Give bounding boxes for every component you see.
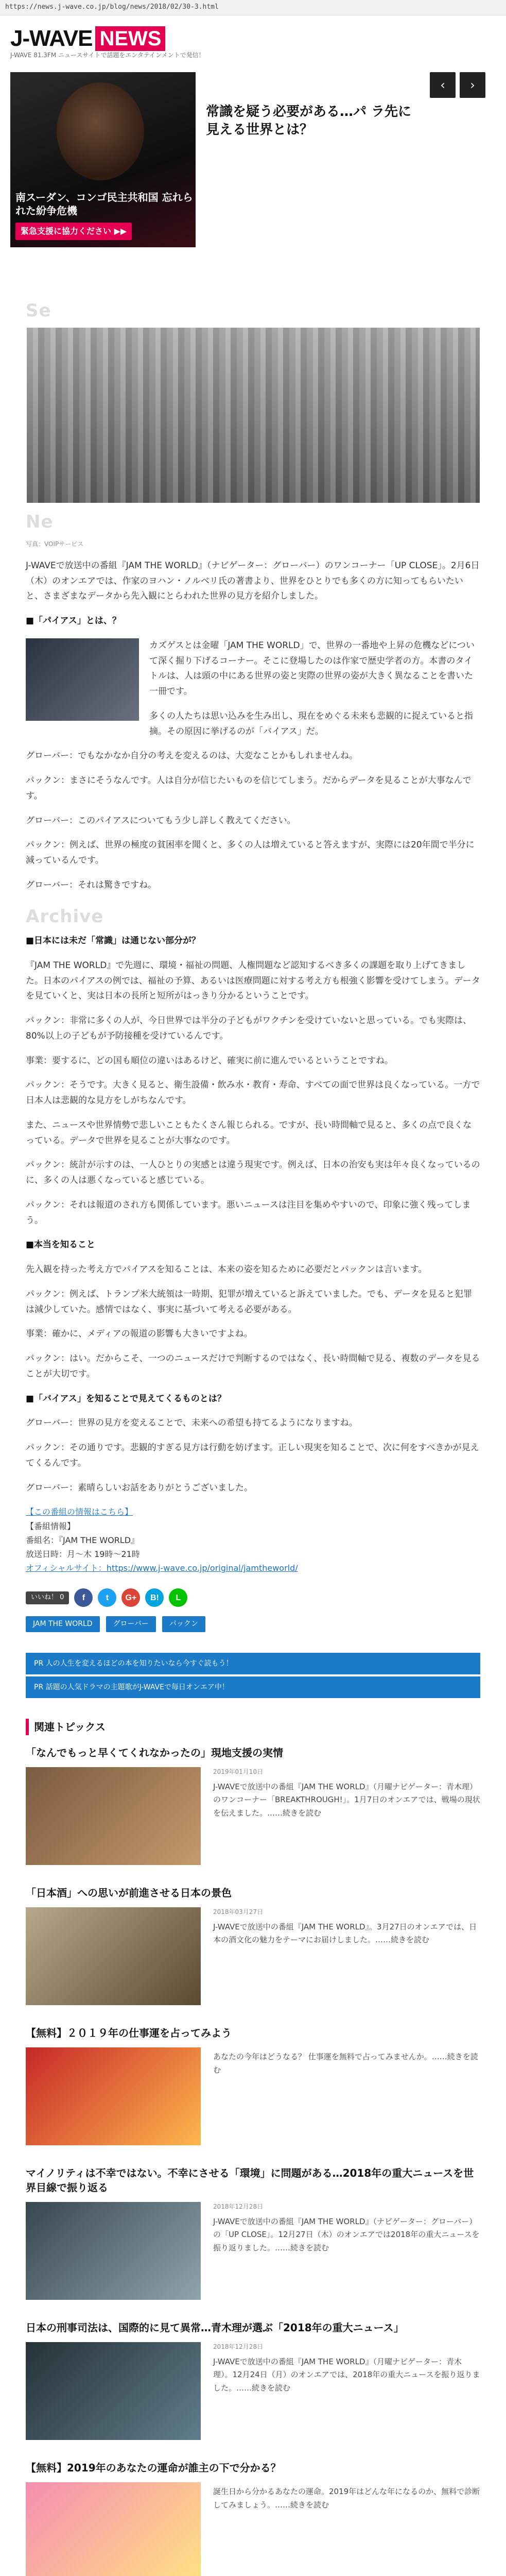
paragraph: パックン：そうです。大きく見ると、衛生設備・飲み水・教育・寿命、すべての面で世界は良くなっている。一方で日本人は悲観的な見方をしがちなんです。 xyxy=(26,1080,480,1106)
tag[interactable]: パックン xyxy=(162,1616,205,1632)
hero-ad-banner[interactable] xyxy=(10,72,196,247)
hero-title[interactable]: 常識を疑う必要がある…パ ラ先に見える世界とは？ xyxy=(206,104,412,138)
topic-image[interactable] xyxy=(26,2047,201,2145)
pr-bar[interactable]: PR 話題の人気ドラマの主題歌がJ-WAVEで毎日オンエア中！ xyxy=(26,1676,480,1698)
paragraph: また、ニュースや世界情勢で悲しいこともたくさん報じられる。ですが、長い時間軸で見ると、多くの点で良くなっている。データで世界を見ることが大事なのです。 xyxy=(26,1120,472,1146)
article-main-photo xyxy=(27,328,480,503)
program-link[interactable]: 【この番組の情報はこちら】 xyxy=(26,1507,133,1517)
hero-next-button[interactable]: › xyxy=(460,72,485,98)
topic-body: J-WAVEで放送中の番組『JAM THE WORLD』（月曜ナビゲーター：青木理）。12月24日（月）のオンエアでは、2018年の重大ニュースを振り返りました。……続きを読む xyxy=(213,2357,480,2393)
paragraph: 先入観を持った考え方でパイアスを知ることは、本来の姿を知るために必要だとパックンは言います。 xyxy=(26,1264,427,1275)
side-heading-search: Se xyxy=(26,300,51,321)
topic-image[interactable] xyxy=(26,1767,201,1865)
section-heading xyxy=(26,614,480,629)
paragraph: グローバー：世界の見方を変えることで、未来への希望も持てるようになりますね。 xyxy=(26,1418,358,1429)
paragraph: グローバー：それは驚きですね。 xyxy=(26,879,157,890)
url-text[interactable]: https://news.j-wave.co.jp/blog/news/2018/02/30-3.html xyxy=(5,3,219,11)
topic-title[interactable]: 日本の刑事司法は、国際的に見て異常…青木理が選ぶ「2018年の重大ニュース」 xyxy=(26,2321,404,2334)
article-inline-photo xyxy=(26,638,139,721)
hatena-icon[interactable]: B! xyxy=(145,1588,164,1607)
line-icon[interactable]: L xyxy=(169,1588,187,1607)
paragraph: パックン：統計が示すのは、一人ひとりの実感とは違う現実です。例えば、日本の治安も実は年々良くなっているのに、多くの人は悪くなっていると感じている。 xyxy=(26,1160,480,1186)
info-title: 【番組情報】 xyxy=(26,1521,76,1531)
paragraph: カズゲスとは金曜「JAM THE WORLD」で、世界の一番地や上昇の危機などについて深く掘り下げるコーナー。そこに登場したのは作家で歴史学者の方。本書のタイトルは、人は頭の中にある世界の姿と実際の世界の姿が大きく異なることを書いた一冊です。 xyxy=(149,640,475,697)
section-heading-text: ■「パイアス」とは、？ xyxy=(26,616,121,626)
topic-body: J-WAVEで放送中の番組『JAM THE WORLD』（ナビゲーター：グローバー）の「UP CLOSE」。12月27日（木）のオンエアでは2018年の重大ニュースを振り返りました。……続きを読む xyxy=(213,2216,480,2252)
ad-caption: 南スーダン、コンゴ民主共和国 忘れられた紛争危機 xyxy=(15,191,193,217)
paragraph: グローバー：このパイアスについてもう少し詳しく教えてください。 xyxy=(26,815,296,826)
paragraph: J-WAVEで放送中の番組『JAM THE WORLD』（ナビゲーター：グローバー）のワンコーナー「UP CLOSE」。2月6日（木）のオンエアでは、作家のヨハン・ノルベリ氏の著書より、世界をひとりでも多くの方に知ってもらいたいと、さまざまなデータから先入観にとらわれた世界の見方を紹介しました。 xyxy=(26,560,480,602)
logo-news: NEWS xyxy=(95,26,165,51)
topic-card[interactable] xyxy=(26,2166,480,2300)
pr-bar[interactable]: PR 人の人生を変えるほどの本を知りたいなら今すぐ読もう！ xyxy=(26,1653,480,1674)
side-heading-news: Ne xyxy=(26,512,54,533)
topic-title[interactable]: 【無料】2019年のあなたの運命が誰主の下で分かる？ xyxy=(26,2462,281,2475)
hero-prev-button[interactable]: ‹ xyxy=(430,72,456,98)
topic-image[interactable] xyxy=(26,2342,201,2440)
article xyxy=(0,297,506,2576)
like-button[interactable]: いいね！ 0 xyxy=(26,1591,69,1604)
site-tagline: J-WAVE 81.3FM ニュースサイトで話題をエンタテインメントで発信！ xyxy=(10,52,205,59)
paragraph: 事業：確かに、メディアの報道の影響も大きいですよね。 xyxy=(26,1329,253,1340)
topic-title[interactable]: 「日本酒」への思いが前進させる日本の景色 xyxy=(26,1887,232,1900)
paragraph: パックン：例えば、世界の極度の貧困率を聞くと、多くの人は増えていると答えますが、実際には20年間で半分に減っているんです。 xyxy=(26,840,475,866)
hero-section xyxy=(10,72,496,294)
topic-image[interactable] xyxy=(26,2482,201,2576)
hero-nav xyxy=(430,72,485,98)
topic-title[interactable]: 「なんでもっと早くてくれなかったの」現地支援の実情 xyxy=(26,1747,283,1759)
paragraph: 事業：要するに、どの国も順位の違いはあるけど、確実に前に進んでいるということですね。 xyxy=(26,1055,393,1066)
section-heading-text: ■本当を知ること xyxy=(26,1240,96,1250)
tag[interactable]: グローバー xyxy=(106,1616,156,1632)
topics-heading: 関連トピックス xyxy=(26,1719,480,1735)
topic-card[interactable] xyxy=(26,2320,480,2440)
paragraph: パックン：その通りです。悲観的すぎる見方は行動を妨げます。正しい現実を知ることで、次に何をすべきかが見えてくるんです。 xyxy=(26,1443,479,1468)
paragraph: パックン：それは報道のされ方も関係しています。悪いニュースは注目を集めやすいので、印象に強く残ってしまう。 xyxy=(26,1199,471,1226)
paragraph: パックン：非常に多くの人が、今日世界では半分の子どもがワクチンを受けていないと思っている。でも実際は、80%以上の子どもが予防接種を受けているんです。 xyxy=(26,1015,472,1041)
topic-date: 2018年03月27日 xyxy=(213,1908,264,1916)
googleplus-icon[interactable]: G+ xyxy=(121,1588,140,1607)
browser-url-bar[interactable] xyxy=(0,0,506,15)
section-heading-text: ■「バイアス」を知ることで見えてくるものとは？ xyxy=(26,1393,226,1404)
topic-card[interactable] xyxy=(26,1745,480,1865)
paragraph: グローバー：素晴らしいお話をありがとうございました。 xyxy=(26,1482,253,1493)
paragraph: グローバー：でもなかなか自分の考えを変えるのは、大変なことかもしれませんね。 xyxy=(26,751,358,761)
photo-caption: 写真：VOIPサービス xyxy=(26,540,84,548)
ad-photo xyxy=(57,82,144,180)
paragraph: パックン：例えば、トランプ米大統領は一時期、犯罪が増えていると訴えていました。でも、データを見ると犯罪は減少していた。感情ではなく、事実に基づいて考える必要がある。 xyxy=(26,1289,472,1315)
logo-jwave: J-WAVE xyxy=(10,25,93,51)
share-bar xyxy=(26,1588,480,1607)
paragraph: 『JAM THE WORLD』で先週に、環境・福祉の問題、人権問題など認知するべき多くの課題を取り上げてきました。日本のパイアスの例では、福祉の予算、あるいは医療問題に対する考え方も根強く影響を受けてしまう。データを見ていくと、実は日本の長所と短所がはっきり分かるということです。 xyxy=(26,960,480,1002)
topic-body: J-WAVEで放送中の番組『JAM THE WORLD』。3月27日のオンエアでは、日本の酒文化の魅力をテーマにお届けしました。……続きを読む xyxy=(213,1922,477,1945)
twitter-icon[interactable]: t xyxy=(98,1588,116,1607)
section-heading-text: ■日本には未だ「常識」は通じない部分が？ xyxy=(26,936,201,946)
topic-date: 2018年12月28日 xyxy=(213,2203,264,2211)
topic-card[interactable] xyxy=(26,2026,480,2145)
side-heading-archive: Archive xyxy=(26,906,104,927)
topic-image[interactable] xyxy=(26,2202,201,2300)
topic-date: 2019年01月10日 xyxy=(213,1768,264,1776)
info-program: 番組名：『JAM THE WORLD』 xyxy=(26,1535,139,1545)
info-url[interactable]: オフィシャルサイト：https://www.j-wave.co.jp/original/jamtheworld/ xyxy=(26,1563,298,1573)
topic-card[interactable] xyxy=(26,1886,480,2005)
topic-date: 2018年12月28日 xyxy=(213,2343,264,2351)
ad-cta-button[interactable]: 緊急支援に協力ください ▶▶ xyxy=(15,223,132,240)
paragraph: 多くの人たちは思い込みを生み出し、現在をめぐる未来も悲観的に捉えていると指摘。その原因に挙げるのが「バイアス」だ。 xyxy=(149,710,473,737)
topic-title[interactable]: 【無料】２０１９年の仕事運を占ってみよう xyxy=(26,2027,232,2040)
topic-body: 誕生日から分かるあなたの運命。2019年はどんな年になるのか、無料で診断してみましょう。……続きを読む xyxy=(213,2487,480,2510)
info-time: 放送日時：月～木 19時～21時 xyxy=(26,1549,140,1559)
topic-body: あなたの今年はどうなる？ 仕事運を無料で占ってみませんか。……続きを読む xyxy=(213,2052,478,2075)
topic-card[interactable] xyxy=(26,2461,480,2576)
tag[interactable]: JAM THE WORLD xyxy=(26,1616,100,1632)
topic-body: J-WAVEで放送中の番組『JAM THE WORLD』（月曜ナビゲーター：青木理）のワンコーナー「BREAKTHROUGH!」。1月7日のオンエアでは、戦場の現状を伝えました。……続きを読む xyxy=(213,1782,480,1818)
facebook-icon[interactable]: f xyxy=(74,1588,93,1607)
topic-image[interactable] xyxy=(26,1907,201,2005)
topic-title[interactable]: マイノリティは不幸ではない。不幸にさせる「環境」に問題がある…2018年の重大ニュースを世界目線で振り返る xyxy=(26,2167,474,2194)
paragraph: パックン：はい。だからこそ、一つのニュースだけで判断するのではなく、長い時間軸で見る、複数のデータを見ることが大切です。 xyxy=(26,1353,480,1379)
paragraph: パックン：まさにそうなんです。人は自分が信じたいものを信じてしまう。だからデータを見ることが大事なんです。 xyxy=(26,775,472,801)
program-info xyxy=(26,1505,480,1575)
tag-list xyxy=(26,1616,480,1632)
